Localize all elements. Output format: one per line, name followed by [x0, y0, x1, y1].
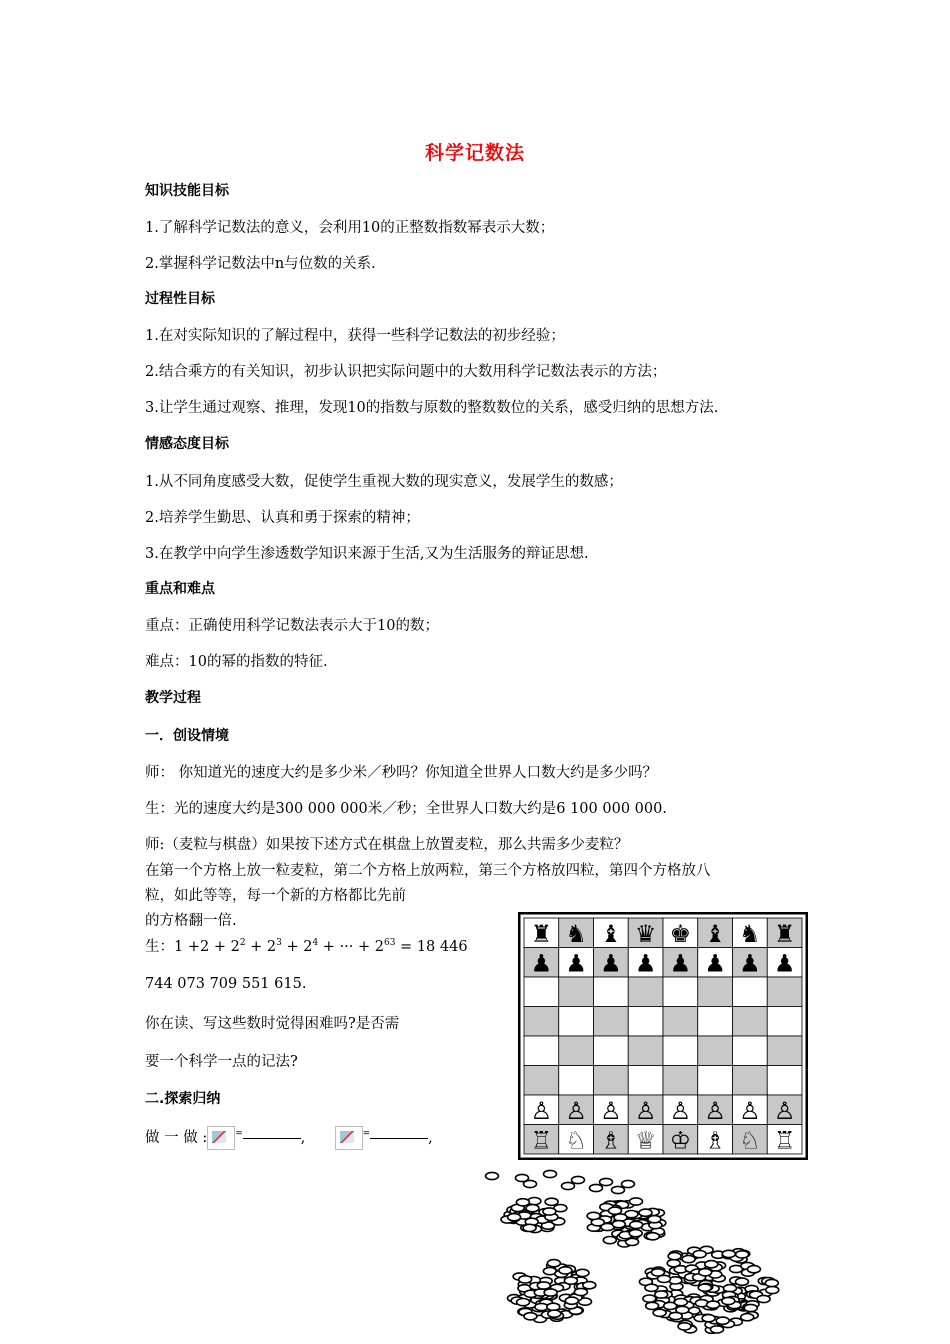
- chess-piece: ♙: [565, 1096, 587, 1125]
- wheat-grain: [524, 1180, 537, 1187]
- wheat-grain: [565, 1297, 578, 1304]
- wheat-grain: [544, 1170, 557, 1177]
- board-square: [733, 1036, 768, 1066]
- board-square: [559, 1036, 594, 1066]
- wheat-grain: [486, 1172, 499, 1179]
- chess-piece: ♝: [704, 919, 726, 948]
- wheat-grain: [653, 1309, 666, 1316]
- broken-image-icon: [335, 1126, 363, 1150]
- board-square: [594, 1066, 629, 1096]
- broken-image-icon: [207, 1126, 235, 1150]
- wheat-grain: [668, 1253, 681, 1260]
- dialog-line-1: 师： 你知道光的速度大约是多少米／秒吗？你知道全世界人口数大约是多少吗？: [145, 765, 658, 781]
- process-item-2: 2.结合乘方的有关知识，初步认识把实际问题中的大数用科学记数法表示的方法；: [145, 364, 667, 380]
- chess-piece: ♙: [704, 1096, 726, 1125]
- chess-piece: ♙: [739, 1096, 761, 1125]
- board-square: [524, 1036, 559, 1066]
- chess-piece: ♞: [739, 919, 761, 948]
- chess-piece: ♘: [565, 1126, 587, 1155]
- wheat-grain: [682, 1256, 695, 1263]
- page-title: 科学记数法: [424, 142, 525, 164]
- wheat-grain: [548, 1310, 561, 1317]
- wheat-grain: [757, 1295, 770, 1302]
- board-square: [733, 1066, 768, 1096]
- board-square: [594, 977, 629, 1007]
- board-square: [663, 1066, 698, 1096]
- exercise-line: 做 一 做 : = , = ,: [145, 1126, 433, 1150]
- wheat-grain: [716, 1317, 729, 1324]
- process-item-1: 1.在对实际知识的了解过程中，获得一些科学记数法的初步经验；: [145, 328, 565, 344]
- wheat-grain: [645, 1284, 658, 1291]
- chess-piece: ♗: [600, 1126, 622, 1155]
- chess-piece: ♟: [634, 949, 657, 978]
- wheat-grain: [600, 1178, 613, 1185]
- chess-piece: ♟: [669, 949, 692, 978]
- chess-piece: ♖: [530, 1126, 553, 1155]
- wheat-grain: [547, 1260, 560, 1267]
- wheat-grain: [655, 1291, 668, 1298]
- board-square: [594, 1036, 629, 1066]
- key-item-1: 重点：正确使用科学记数法表示大于10的数；: [145, 618, 439, 634]
- board-square: [524, 1007, 559, 1037]
- wheat-grain: [576, 1269, 589, 1276]
- chess-piece: ♜: [773, 919, 796, 948]
- heading-process: 过程性目标: [145, 291, 215, 307]
- chess-piece: ♟: [530, 949, 553, 978]
- board-square: [663, 1007, 698, 1037]
- wheat-grain: [609, 1207, 622, 1214]
- heading-knowledge: 知识技能目标: [145, 183, 229, 199]
- wheat-grain: [639, 1209, 652, 1216]
- dialog-line-4: 在第一个方格上放一粒麦粒，第二个方格上放两粒，第三个方格放四粒，第四个方格放八: [145, 863, 711, 879]
- board-square: [559, 977, 594, 1007]
- board-square: [767, 1036, 802, 1066]
- wheat-grain: [535, 1303, 548, 1310]
- key-item-2: 难点：10的幂的指数的特征.: [145, 654, 328, 670]
- chess-piece: ♟: [565, 949, 587, 978]
- wheat-grain: [705, 1261, 718, 1268]
- chess-piece: ♔: [669, 1126, 692, 1155]
- board-square: [524, 1066, 559, 1096]
- wheat-grain: [646, 1302, 659, 1309]
- wheat-grain: [603, 1237, 616, 1244]
- wheat-grain: [629, 1230, 642, 1237]
- wheat-grain: [516, 1199, 529, 1206]
- wheat-grain: [559, 1267, 572, 1274]
- wheat-grain: [544, 1289, 557, 1296]
- wheat-grain: [736, 1251, 749, 1258]
- wheat-grain: [537, 1282, 550, 1289]
- board-square: [663, 1036, 698, 1066]
- board-square: [628, 1036, 663, 1066]
- wheat-grain: [747, 1266, 760, 1273]
- chess-piece: ♟: [704, 949, 726, 978]
- wheat-grain: [545, 1198, 558, 1205]
- chess-piece: ♙: [634, 1096, 657, 1125]
- wheat-grain: [674, 1299, 687, 1306]
- chess-piece: ♟: [773, 949, 796, 978]
- chess-piece: ♟: [739, 949, 761, 978]
- wheat-grain: [622, 1180, 635, 1187]
- chess-piece: ♚: [669, 919, 692, 948]
- board-square: [628, 1007, 663, 1037]
- board-square: [698, 1036, 733, 1066]
- emotion-item-1: 1.从不同角度感受大数，促使学生重视大数的现实意义，发展学生的数感；: [145, 474, 623, 490]
- chess-piece: ♙: [530, 1096, 553, 1125]
- board-square: [767, 977, 802, 1007]
- wheat-grain: [765, 1279, 778, 1286]
- wheat-grain: [744, 1304, 757, 1311]
- heading-teaching: 教学过程: [145, 690, 201, 706]
- board-square: [698, 977, 733, 1007]
- board-square: [767, 1007, 802, 1037]
- board-square: [524, 977, 559, 1007]
- wheat-grain: [702, 1315, 715, 1322]
- board-square: [733, 977, 768, 1007]
- wheat-grain: [574, 1288, 587, 1295]
- chessboard-illustration: [518, 912, 808, 1160]
- question-line-2: 要一个科学一点的记法?: [145, 1054, 298, 1070]
- knowledge-item-2: 2.掌握科学记数法中n与位数的关系.: [145, 256, 376, 272]
- emotion-item-3: 3.在教学中向学生渗透数学知识来源于生活,又为生活服务的辩证思想.: [145, 546, 589, 562]
- wheat-grain: [612, 1186, 625, 1193]
- board-square: [594, 1007, 629, 1037]
- formula-line: 生：$1 +2 + 2^2 + 2^3 + 2^4$ + ··· + $2^{63} = 18$ 446: [145, 938, 468, 955]
- wheat-grain: [630, 1221, 643, 1228]
- wheat-grain: [630, 1198, 643, 1205]
- wheat-grain: [707, 1301, 720, 1308]
- wheat-grain: [648, 1216, 661, 1223]
- wheat-grain: [524, 1313, 537, 1320]
- wheat-grain: [547, 1303, 560, 1310]
- board-square: [559, 1066, 594, 1096]
- wheat-grain: [693, 1251, 706, 1258]
- wheat-grain: [517, 1299, 530, 1306]
- board-square: [698, 1007, 733, 1037]
- wheat-grain: [562, 1182, 575, 1189]
- wheat-grains-illustration: [478, 1164, 842, 1334]
- wheat-grain: [667, 1260, 680, 1267]
- board-square: [628, 1066, 663, 1096]
- dialog-line-3: 师:（麦粒与棋盘）如果按下述方式在棋盘上放置麦粒，那么共需多少麦粒？: [145, 837, 629, 853]
- wheat-grain: [658, 1275, 671, 1282]
- emotion-item-2: 2.培养学生勤思、认真和勇于探索的精神；: [145, 510, 420, 526]
- wheat-grain: [583, 1282, 596, 1289]
- knowledge-item-1: 1.了解科学记数法的意义，会利用10的正整数指数幂表示大数；: [145, 220, 555, 236]
- chess-piece: ♝: [600, 919, 622, 948]
- dialog-line-6: 的方格翻一倍.: [145, 913, 237, 929]
- board-square: [733, 1007, 768, 1037]
- board-square: [767, 1066, 802, 1096]
- wheat-grain: [587, 1212, 600, 1219]
- wheat-grain: [676, 1306, 689, 1313]
- board-square: [698, 1066, 733, 1096]
- formula-continuation: 744 073 709 551 615.: [145, 976, 307, 992]
- question-line-1: 你在读、写这些数时觉得困难吗?是否需: [145, 1016, 400, 1032]
- chess-piece: ♗: [704, 1126, 726, 1155]
- wheat-grain: [564, 1277, 577, 1284]
- wheat-grain: [543, 1208, 556, 1215]
- dialog-line-5: 粒，如此等等，每一个新的方格都比先前: [145, 888, 406, 904]
- chess-piece: ♜: [530, 919, 553, 948]
- chess-piece: ♟: [600, 949, 622, 978]
- answer-blank-1[interactable]: [243, 1128, 301, 1139]
- exercise-label: 做 一 做 :: [145, 1130, 208, 1146]
- board-square: [559, 1007, 594, 1037]
- wheat-grain: [523, 1224, 536, 1231]
- chess-piece: ♞: [565, 919, 587, 948]
- heading-emotion: 情感态度目标: [145, 436, 229, 452]
- dialog-line-2: 生：光的速度大约是300 000 000米／秒；全世界人口数大约是6 100 000 000.: [145, 801, 667, 817]
- wheat-grain: [711, 1326, 724, 1333]
- board-square: [628, 977, 663, 1007]
- wheat-grain: [736, 1278, 749, 1285]
- wheat-grain: [722, 1297, 735, 1304]
- process-item-3: 3.让学生通过观察、推理，发现10的指数与原数的整数数位的关系，感受归纳的思想方法.: [145, 400, 719, 416]
- wheat-grain: [699, 1269, 712, 1276]
- chess-piece: ♘: [739, 1126, 761, 1155]
- wheat-grain: [572, 1176, 585, 1183]
- heading-key: 重点和难点: [145, 581, 215, 597]
- wheat-grain: [698, 1284, 711, 1291]
- chess-piece: ♕: [634, 1126, 657, 1155]
- wheat-grain: [612, 1221, 625, 1228]
- chess-piece: ♛: [634, 919, 657, 948]
- wheat-grain: [678, 1323, 691, 1330]
- wheat-grain: [508, 1214, 521, 1221]
- board-square: [663, 977, 698, 1007]
- wheat-grain: [519, 1276, 532, 1283]
- chess-piece: ♙: [669, 1096, 692, 1125]
- chess-piece: ♙: [773, 1096, 796, 1125]
- answer-blank-2[interactable]: [370, 1128, 428, 1139]
- wheat-grain: [590, 1184, 603, 1191]
- wheat-grain: [646, 1233, 659, 1240]
- wheat-grain: [741, 1314, 754, 1321]
- heading-part2: 二.探索归纳: [145, 1091, 221, 1107]
- chess-piece: ♙: [600, 1096, 622, 1125]
- wheat-grain: [722, 1250, 735, 1257]
- heading-part1: 一．创设情境: [145, 728, 229, 744]
- chess-piece: ♖: [773, 1126, 796, 1155]
- wheat-grain: [766, 1286, 779, 1293]
- wheat-grain: [526, 1205, 539, 1212]
